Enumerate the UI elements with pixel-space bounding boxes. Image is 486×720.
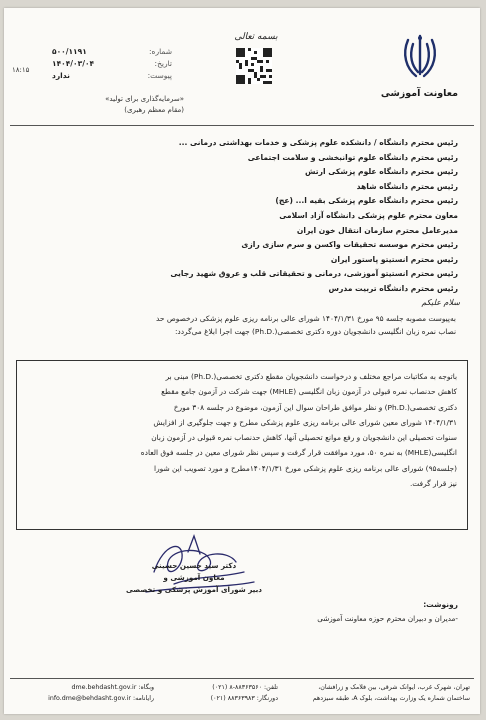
side-number: ۱۸:۱۵ bbox=[12, 66, 30, 74]
cc-item: -مدیران و دبیران محترم حوزه معاونت آموزشی bbox=[317, 614, 458, 623]
meta-date: تاریخ: ۱۴۰۴/۰۳/۰۴ bbox=[52, 59, 172, 68]
cc-title: رونوشت: bbox=[423, 600, 458, 609]
meta-number: شماره: ۵۰۰/۱۱۹۱ bbox=[52, 47, 172, 56]
basmala: بسمه تعالی bbox=[234, 32, 278, 42]
website-link[interactable]: وبگاه: dme.behdasht.gov.ir bbox=[71, 684, 154, 691]
recipient: رئیس محترم دانشگاه تربیت مدرس bbox=[328, 283, 458, 293]
footer-web bbox=[14, 682, 154, 704]
footer bbox=[10, 682, 474, 706]
header-divider bbox=[10, 125, 474, 126]
recipients-list bbox=[48, 136, 458, 297]
email-link[interactable]: رایانامه: info.dme@behdasht.gov.ir bbox=[48, 695, 154, 702]
recipient: رئیس محترم موسسه تحقیقات واکسن و سرم سازی رازی bbox=[241, 240, 458, 250]
recipient: معاون محترم علوم پزشکی دانشگاه آزاد اسلامی bbox=[279, 210, 458, 220]
recipient: رئیس محترم دانشگاه علوم پزشکی ارتش bbox=[305, 167, 458, 177]
footer-divider bbox=[10, 678, 474, 679]
letter-page bbox=[4, 8, 480, 714]
recipient: رئیس محترم انستیتو آموزشی، درمانی و تحقیقاتی قلب و عروق شهید رجایی bbox=[170, 269, 458, 279]
footer-phone: تلفن: ۸۸۳۶۳۵۶۰-۸ (۰۲۱) دورنگار: ۸۸۳۶۳۹۸۳ (۰۲۱) bbox=[210, 684, 278, 702]
greeting-handwritten: سلام علیکم bbox=[421, 298, 460, 307]
letter-meta bbox=[52, 46, 172, 82]
footer-address: تهران، شهرک غرب، ایوانک شرقی، بین فلامک و زرافشان، ساختمان شماره یک وزارت بهداشت، بلوک A، طبقه سیزدهم bbox=[312, 684, 470, 702]
recipient: رئیس محترم دانشگاه علوم پزشکی بقیه ا... (عج) bbox=[275, 196, 458, 206]
intro-paragraph: به‌پیوست مصوبه جلسه ۹۵ مورخ ۱۴۰۴/۱/۳۱ شورای عالی برنامه ریزی علوم پزشکی درخصوص حد نصاب نمره زبان انگلیسی دانشجویان دوره دکتری تخصصی(.Ph.D) جهت اجرا ابلاغ می‌گردد: bbox=[156, 314, 456, 336]
iran-emblem-icon bbox=[400, 32, 440, 82]
deputy-title: معاونت آموزشی bbox=[380, 88, 458, 99]
signature-block: دکتر سید حسین حسینی معاون آموزشی و دبیر شورای آموزش پزشکی و تخصصی bbox=[125, 561, 262, 594]
meta-attachment: پیوست: ندارد bbox=[52, 71, 172, 80]
slogan: «سرمایه‌گذاری برای تولید» (مقام معظم رهبری) bbox=[105, 95, 184, 114]
recipient: مدیرعامل محترم سازمان انتقال خون ایران bbox=[296, 225, 458, 235]
qr-code-icon bbox=[236, 48, 272, 84]
recipient: رئیس محترم دانشگاه / دانشکده علوم پزشکی و خدمات بهداشتی درمانی ... bbox=[178, 138, 458, 147]
recipient: رئیس محترم انستیتو پاستور ایران bbox=[330, 254, 458, 264]
recipient: رئیس محترم دانشگاه شاهد bbox=[356, 181, 458, 191]
resolution-text: باتوجه به مکاتبات مراجع مختلف و درخواست دانشجویان مقطع دکتری تخصصی(.Ph.D) مبنی بر کاهش حدنصاب نمره قبولی در آزمون زبان انگلیسی (MHLE) جهت شرکت در آزمون جامع مقطع دکتری تخصصی(.Ph.D) و نظر موافق طراحان سوال این آزمون، موضوع در جلسه ۳۰۸ مورخ ۱۴۰۴/۱/۳۱ شورای معین شورای عالی برنامه ریزی علوم پزشکی مطرح و جهت جلوگیری از افزایش سنوات تحصیلی این دانشجویان و رفع موانع تحصیلی آنها، کاهش حدنصاب نمره قبولی در آزمون زبان انگلیسی(MHLE) به نمره ۵۰، مورد موافقت قرار گرفت و سپس نظر شورای معین در جلسه فوق العاده (جلسه۹۵) شورای عالی برنامه ریزی علوم پزشکی مورخ ۱۴۰۴/۱/۳۱مطرح و مورد تصویب این شورا نیز قرار گرفت. bbox=[140, 372, 457, 489]
recipient: رئیس محترم دانشگاه علوم توانبخشی و سلامت اجتماعی bbox=[247, 152, 458, 162]
resolution-box bbox=[16, 360, 468, 530]
